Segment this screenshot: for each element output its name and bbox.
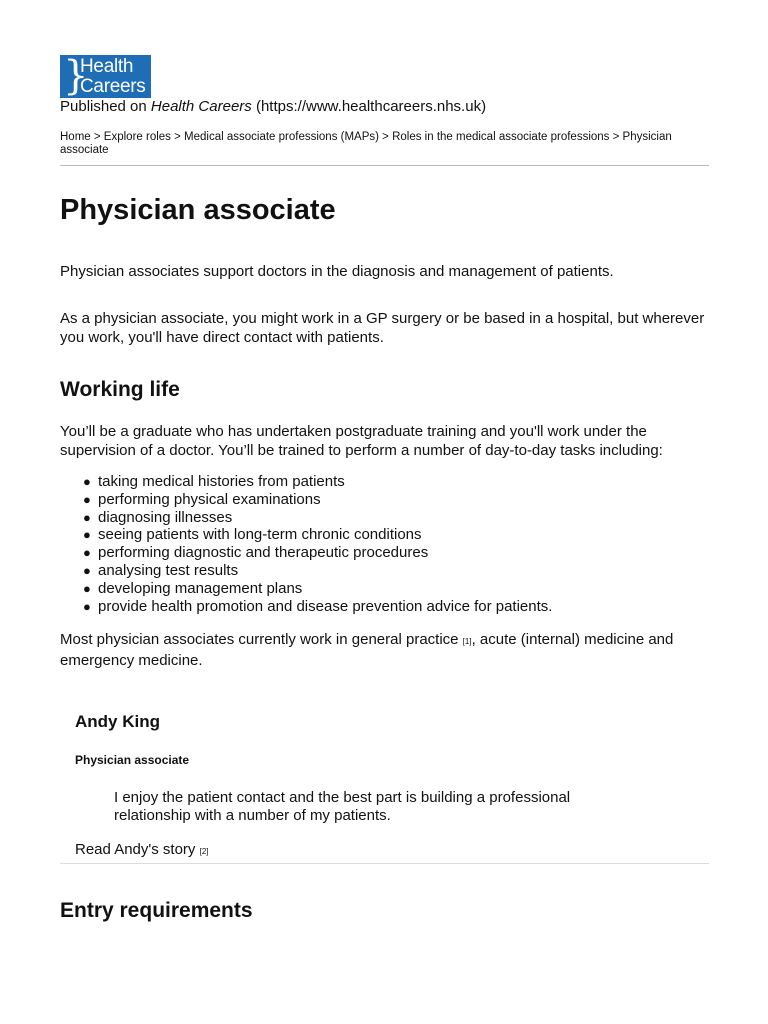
published-prefix: Published on [60, 98, 151, 115]
header-divider [60, 165, 709, 166]
task-text: performing diagnostic and therapeutic procedures [98, 544, 429, 562]
breadcrumb-separator: > [170, 131, 185, 143]
work-settings-paragraph [60, 630, 710, 670]
working-life-intro: You’ll be a graduate who has undertaken postgraduate training and you'll work under the supervision of a doctor. You’ll be trained to perform a number of day-to-day tasks including: [60, 423, 663, 459]
list-item [60, 509, 552, 527]
case-study-divider [60, 863, 709, 864]
task-text: diagnosing illnesses [98, 508, 233, 526]
breadcrumb-item-current: Physician associate [60, 131, 672, 156]
bullet-icon: ● [83, 509, 91, 525]
breadcrumb-separator: > [378, 131, 393, 143]
logo-bracket-mark: } [63, 53, 89, 99]
list-item [60, 598, 552, 616]
case-study-quote: I enjoy the patient contact and the best part is building a professional relationship with a number of my patients. [114, 789, 571, 824]
read-story-link[interactable]: Read Andy's story [75, 841, 196, 858]
read-story-line [75, 841, 209, 861]
bullet-icon: ● [83, 474, 91, 489]
case-study-name: Andy King [75, 712, 160, 731]
bullet-icon: ● [83, 562, 91, 578]
breadcrumb-item-home[interactable]: Home [60, 131, 91, 143]
work-settings-text-before: Most physician associates currently work in general practice [60, 631, 463, 648]
reference-link-1[interactable]: [1] [462, 637, 472, 646]
reference-link-2[interactable]: [2] [199, 847, 209, 856]
health-careers-logo[interactable] [60, 55, 151, 98]
task-list [60, 473, 552, 615]
task-text: performing physical examinations [98, 490, 321, 508]
list-item [60, 544, 552, 562]
task-text: provide health promotion and disease prevention advice for patients. [98, 597, 553, 615]
list-item [60, 562, 552, 580]
bullet-icon: ● [83, 527, 91, 543]
logo-text-line1: Health [80, 56, 134, 77]
breadcrumb-item-maps[interactable]: Medical associate professions (MAPs) [184, 131, 379, 143]
bullet-icon: ● [83, 598, 91, 614]
intro-paragraph-1: Physician associates support doctors in the diagnosis and management of patients. [60, 263, 614, 280]
case-study-role: Physician associate [75, 753, 190, 767]
list-item [60, 473, 552, 491]
published-site-name: Health Careers [150, 98, 252, 115]
published-on-line [60, 98, 486, 116]
task-text: taking medical histories from patients [98, 473, 345, 490]
breadcrumb-item-roles-in-maps[interactable]: Roles in the medical associate professions [392, 131, 610, 143]
work-settings-text-after: , acute (internal) medicine and emergency medicine. [60, 631, 674, 669]
task-text: developing management plans [98, 579, 303, 597]
list-item [60, 580, 552, 598]
breadcrumb-item-explore-roles[interactable]: Explore roles [103, 131, 171, 143]
bullet-icon: ● [83, 580, 91, 596]
list-item [60, 491, 552, 509]
task-text: analysing test results [98, 561, 239, 579]
entry-requirements-heading: Entry requirements [60, 899, 253, 922]
published-url: (https://www.healthcareers.nhs.uk) [251, 98, 487, 115]
breadcrumb [60, 131, 700, 157]
working-life-heading: Working life [60, 378, 180, 401]
logo-text-line2: Careers [80, 76, 146, 97]
bullet-icon: ● [83, 545, 91, 561]
breadcrumb-separator: > [609, 131, 623, 143]
page-title: Physician associate [60, 194, 336, 226]
breadcrumb-separator: > [90, 131, 104, 143]
task-text: seeing patients with long-term chronic conditions [98, 526, 422, 544]
list-item [60, 526, 552, 544]
intro-paragraph-2: As a physician associate, you might work in a GP surgery or be based in a hospital, but wherever you work, you'll have direct contact with patients. [60, 310, 705, 346]
bullet-icon: ● [83, 491, 91, 507]
